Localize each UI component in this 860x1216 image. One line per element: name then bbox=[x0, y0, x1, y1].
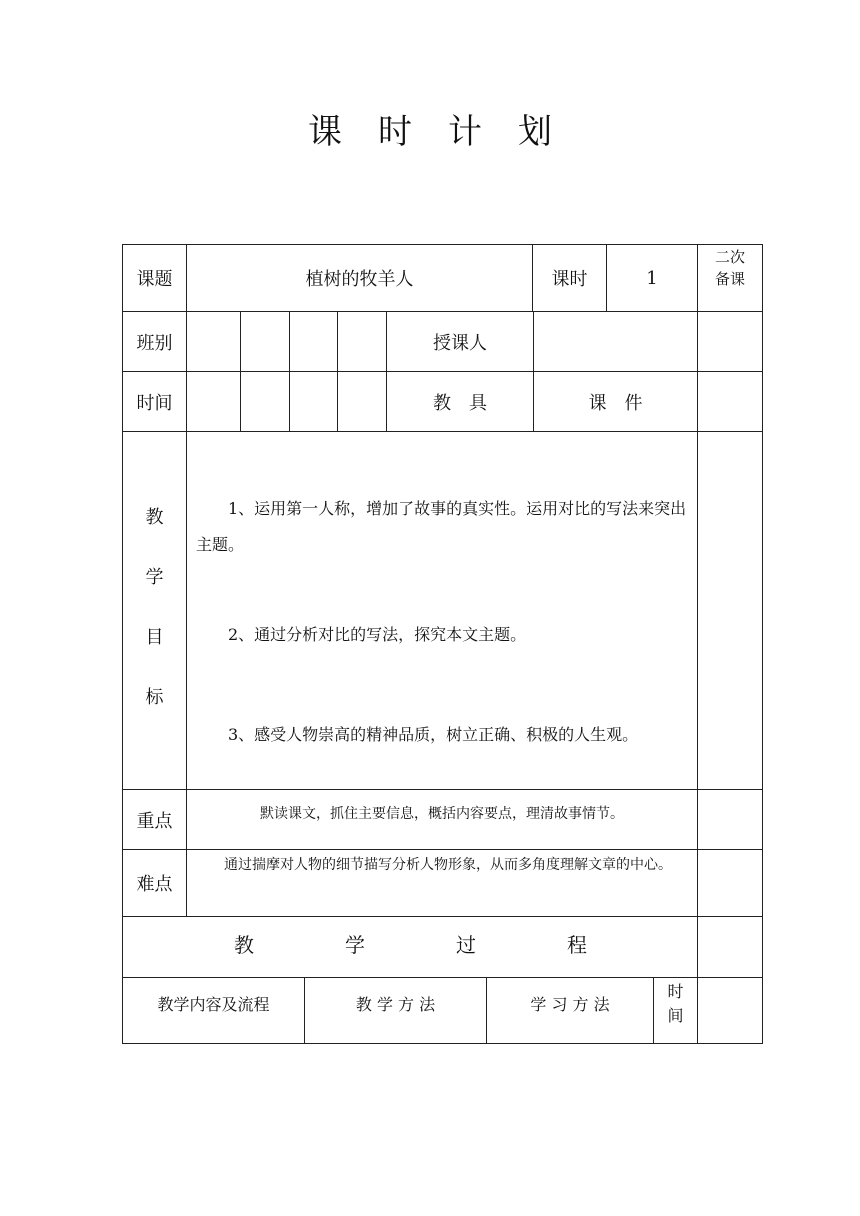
teacher-label: 授课人 bbox=[433, 332, 487, 354]
tools-label: 教 具 bbox=[433, 392, 487, 414]
title-char: 课 bbox=[308, 112, 342, 152]
second-prep-header bbox=[698, 246, 762, 310]
difficulty-label: 难点 bbox=[136, 874, 173, 895]
tools-value: 课 件 bbox=[588, 392, 643, 414]
key-point-text: 默读课文，抓住主要信息，概括内容要点，理清故事情节。 bbox=[260, 806, 624, 822]
page-title bbox=[0, 104, 860, 153]
col-learning-header: 学 习 方 法 bbox=[530, 995, 610, 1014]
title-char: 计 bbox=[448, 112, 482, 152]
objective-item: 3、感受人物崇高的精神品质，树立正确、积极的人生观。 bbox=[196, 725, 639, 744]
col-time-line: 间 bbox=[667, 1006, 684, 1025]
topic-label: 课题 bbox=[136, 269, 173, 290]
col-method-header: 教 学 方 法 bbox=[355, 995, 436, 1014]
key-point-label: 重点 bbox=[136, 810, 173, 832]
table-border bbox=[337, 311, 338, 431]
table-border bbox=[122, 1043, 763, 1044]
process-header bbox=[123, 917, 697, 977]
table-border bbox=[122, 849, 763, 850]
table-border bbox=[240, 311, 241, 431]
table-border bbox=[762, 244, 763, 1044]
period-value: 1 bbox=[646, 267, 658, 289]
objectives-label-char: 标 bbox=[145, 687, 164, 708]
table-border bbox=[697, 244, 698, 1044]
time-label: 时间 bbox=[136, 392, 173, 414]
table-border bbox=[122, 431, 763, 432]
class-label: 班别 bbox=[136, 332, 173, 354]
objectives-label bbox=[123, 432, 186, 789]
process-char: 程 bbox=[567, 933, 587, 957]
second-prep-line: 备课 bbox=[714, 270, 745, 288]
topic-value: 植树的牧羊人 bbox=[305, 269, 414, 290]
difficulty-text: 通过揣摩对人物的细节描写分析人物形象，从而多角度理解文章的中心。 bbox=[224, 857, 672, 873]
process-char: 过 bbox=[456, 933, 476, 957]
objectives-label-char: 学 bbox=[145, 567, 164, 588]
objectives-label-char: 教 bbox=[145, 507, 164, 528]
objective-item: 1、运用第一人称，增加了故事的真实性。运用对比的写法来突出主题。 bbox=[196, 499, 687, 554]
table-border bbox=[289, 311, 290, 431]
title-char: 划 bbox=[518, 112, 552, 152]
process-char: 教 bbox=[234, 933, 254, 957]
title-char: 时 bbox=[378, 112, 412, 152]
col-time-header bbox=[654, 980, 697, 1040]
objectives-label-char: 目 bbox=[145, 627, 164, 648]
col-content-header: 教学内容及流程 bbox=[157, 995, 270, 1014]
second-prep-line: 二次 bbox=[714, 248, 745, 266]
objective-item: 2、通过分析对比的写法，探究本文主题。 bbox=[196, 625, 527, 644]
period-label: 课时 bbox=[551, 269, 588, 290]
col-time-line: 时 bbox=[667, 982, 684, 1001]
process-char: 学 bbox=[345, 933, 365, 957]
